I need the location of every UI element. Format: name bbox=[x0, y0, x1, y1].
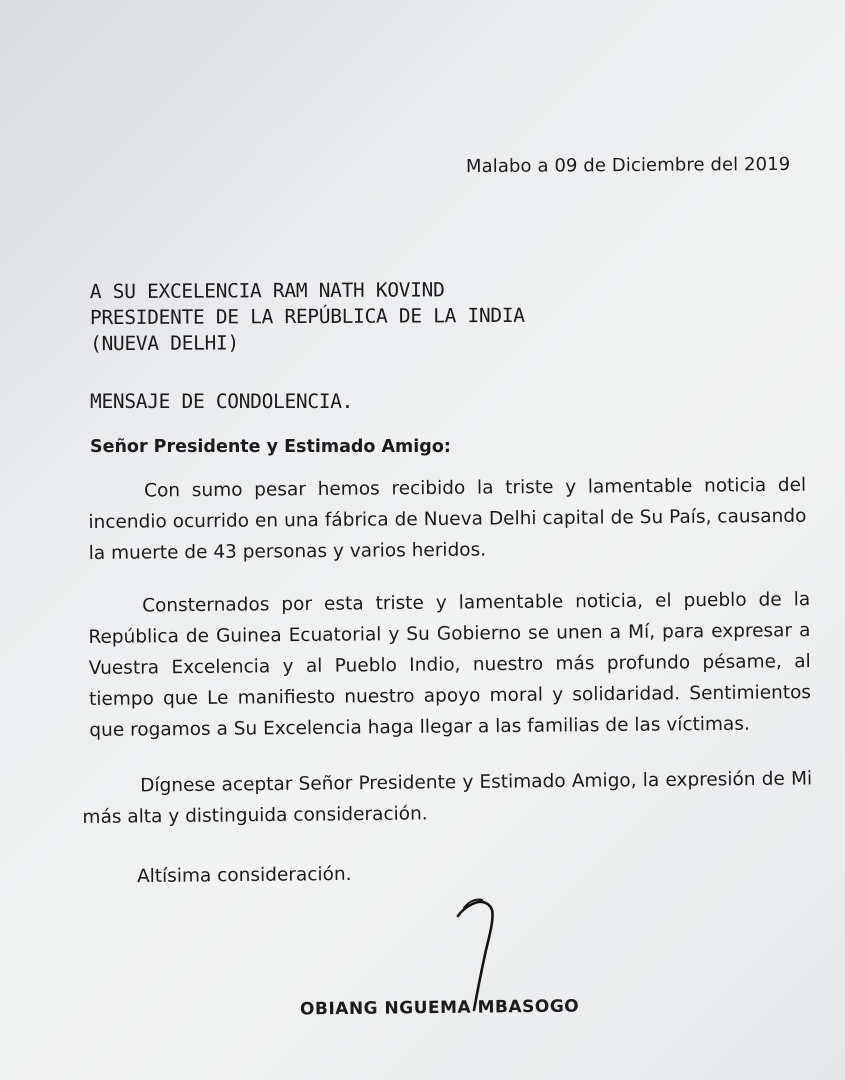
recipient-block bbox=[90, 277, 525, 357]
paragraph-3: Dígnese aceptar Señor Presidente y Estimado Amigo, la expresión de Mi más alta y distinguida consideración. bbox=[82, 768, 813, 828]
date-line: Malabo a 09 de Diciembre del 2019 bbox=[465, 153, 791, 178]
paragraph-1: Con sumo pesar hemos recibido la triste y lamentable noticia del incendio ocurrido en una fábrica de Nueva Delhi capital de Su País, causando la muerte de 43 personas y varios heridos. bbox=[88, 474, 807, 564]
recipient-line-city: (NUEVA DELHI) bbox=[90, 331, 239, 356]
paragraph-2: Consternados por esta triste y lamentable noticia, el pueblo de la República de Guinea Ecuatorial y Su Gobierno se unen a Mí, para expresar a Vuestra Excelencia y al Pueblo Indio, nuestro más profundo pésame, al tiempo que Le manifiesto nuestro apoyo moral y solidaridad. Sentimientos que rogamos a Su Excelencia haga llegar a las familias de las víctimas. bbox=[88, 589, 812, 741]
signer-name: OBIANG NGUEMA MBASOGO bbox=[299, 996, 580, 1020]
recipient-line-title: PRESIDENTE DE LA REPÚBLICA DE LA INDIA bbox=[89, 303, 525, 330]
salutation: Señor Presidente y Estimado Amigo: bbox=[90, 437, 451, 457]
closing-line: Altísima consideración. bbox=[136, 863, 352, 888]
subject-line: MENSAJE DE CONDOLENCIA. bbox=[90, 390, 354, 413]
recipient-line-name: A SU EXCELENCIA RAM NATH KOVIND bbox=[89, 278, 445, 304]
